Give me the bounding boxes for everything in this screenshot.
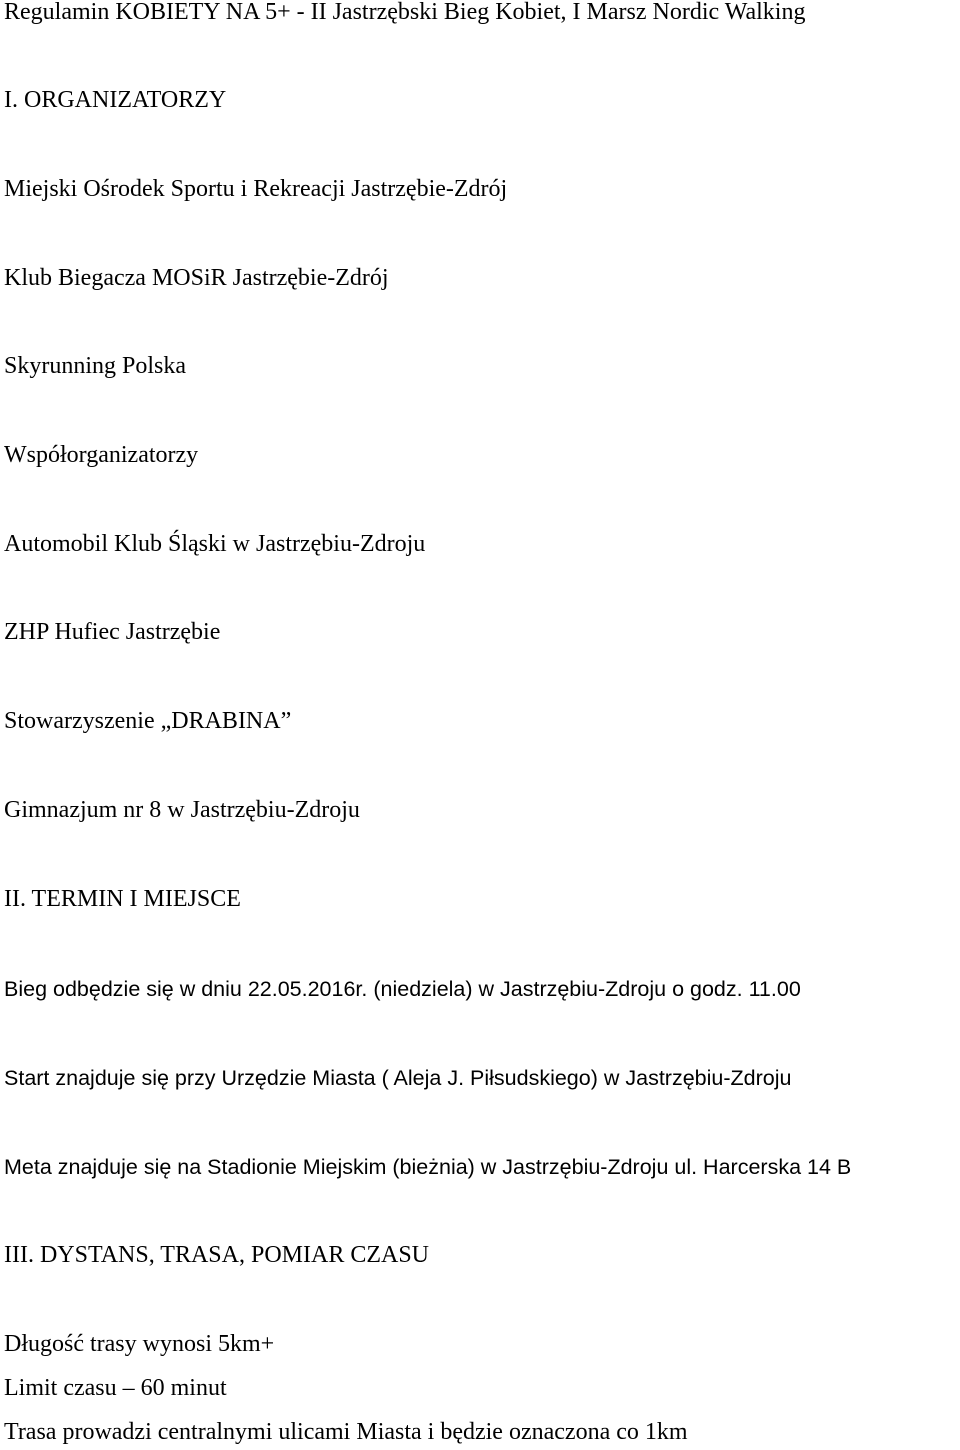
co-organizer-item: Stowarzyszenie „DRABINA” [4, 708, 292, 734]
co-organizer-item: Automobil Klub Śląski w Jastrzębiu-Zdroju [4, 531, 426, 557]
route-description-line: Trasa prowadzi centralnymi ulicami Miasta i będzie oznaczona co 1km [4, 1419, 688, 1445]
finish-location-line: Meta znajduje się na Stadionie Miejskim (bieżnia) w Jastrzębiu-Zdroju ul. Harcerska 14 B [4, 1155, 852, 1179]
section-heading-organizers: I. ORGANIZATORZY [4, 87, 227, 113]
co-organizer-item: ZHP Hufiec Jastrzębie [4, 619, 221, 645]
start-location-line: Start znajduje się przy Urzędzie Miasta ( Aleja J. Piłsudskiego) w Jastrzębiu-Zdroju [4, 1066, 792, 1090]
section-heading-distance: III. DYSTANS, TRASA, POMIAR CZASU [4, 1242, 430, 1268]
co-organizer-item: Gimnazjum nr 8 w Jastrzębiu-Zdroju [4, 797, 360, 823]
route-length-line: Długość trasy wynosi 5km+ [4, 1331, 275, 1357]
organizer-item: Skyrunning Polska [4, 353, 187, 379]
organizer-item: Miejski Ośrodek Sportu i Rekreacji Jastrzębie-Zdrój [4, 176, 508, 202]
document-title: Regulamin KOBIETY NA 5+ - II Jastrzębski Bieg Kobiet, I Marsz Nordic Walking [4, 0, 806, 25]
event-date-line: Bieg odbędzie się w dniu 22.05.2016r. (niedziela) w Jastrzębiu-Zdroju o godz. 11.00 [4, 977, 801, 1001]
organizer-item: Klub Biegacza MOSiR Jastrzębie-Zdrój [4, 265, 389, 291]
section-heading-date-place: II. TERMIN I MIEJSCE [4, 886, 241, 912]
co-organizers-heading: Współorganizatorzy [4, 442, 199, 468]
time-limit-line: Limit czasu – 60 minut [4, 1375, 227, 1401]
